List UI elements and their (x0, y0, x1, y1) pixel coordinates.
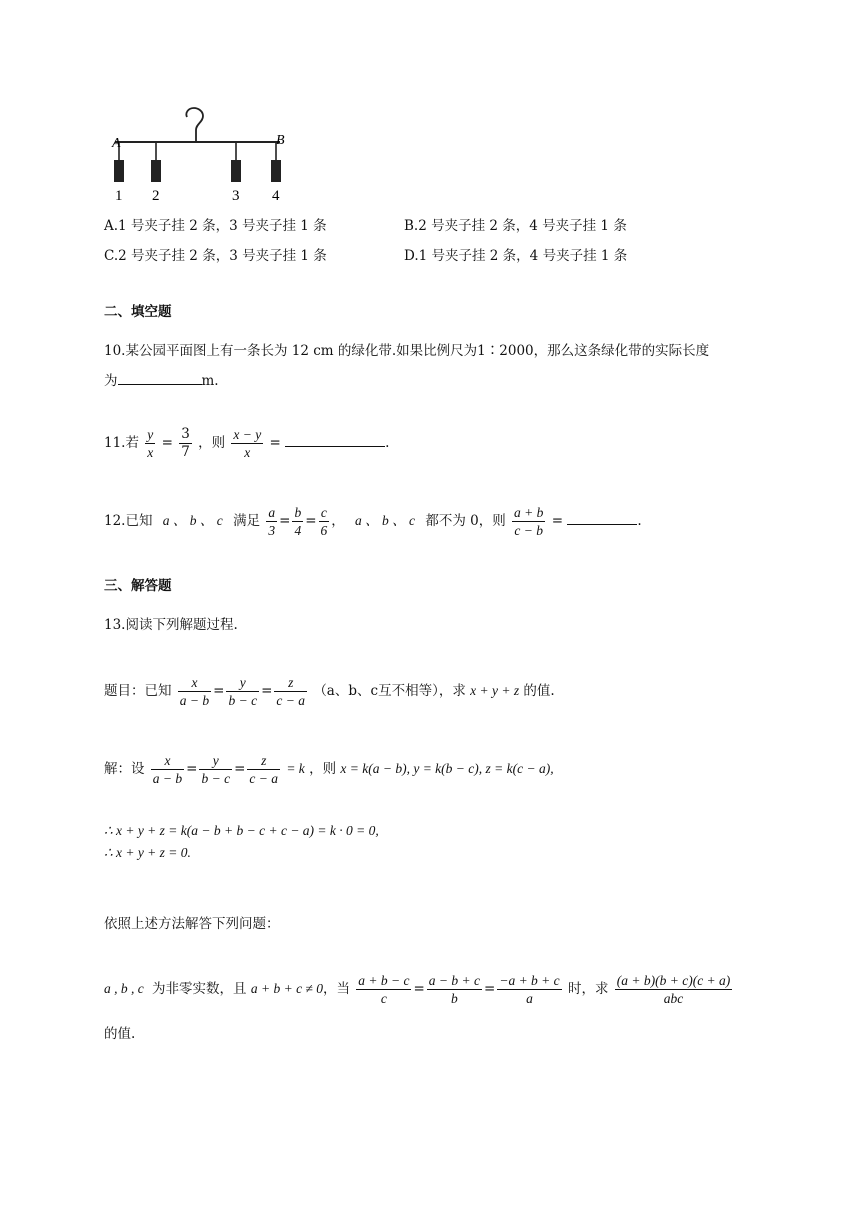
q12-comma: ， (331, 513, 345, 529)
q13-sol-prefix: 解：设 (104, 761, 145, 777)
q12-equals-b: = (305, 513, 317, 529)
q11-frac-xy-x: $\frac{x - y}{x}$ (233, 427, 262, 460)
q13-task-frac-4: $\frac{(a + b)(b + c)(c + a)}{\text{abc}}$ (616, 973, 731, 1006)
q12-vars-1: a 、 b 、 c (162, 513, 223, 528)
q12-frac-a-3: $\frac{a}{3}$ (268, 505, 276, 538)
option-d: D.1 号夹子挂 2 条，4 号夹子挂 1 条 (404, 248, 628, 264)
q11-frac-y-x: $\frac{y}{x}$ (147, 427, 154, 460)
q12-answer-blank[interactable] (567, 510, 637, 525)
q11-end: . (385, 435, 390, 451)
q13-frac-x: $\frac{x}{a - b}$ (179, 675, 210, 708)
q13-sol-eq-1: = (186, 761, 198, 777)
q12-frac-ab-cb: $\frac{a + b}{c - b}$ (514, 505, 544, 538)
section-title-solve: 三、解答题 (104, 578, 172, 593)
q13-task-end: 的值. (104, 1026, 136, 1042)
q13-problem (104, 674, 555, 709)
q13-sol-frac-y: $\frac{y}{b - c}$ (201, 753, 231, 786)
q13-task-eq-2: = (484, 981, 496, 997)
q13-eq-2: = (261, 683, 273, 699)
q13-solution (104, 752, 554, 787)
q13-task-frac-3: $\frac{-a + b + c}{a}$ (499, 973, 560, 1006)
clip-3 (231, 160, 241, 182)
q12-mid1: 满足 (233, 513, 261, 529)
q13-task-text1: 为非零实数，且 (152, 981, 247, 997)
label-b: B (276, 133, 285, 148)
option-a: A.1 号夹子挂 2 条，3 号夹子挂 1 条 (104, 218, 327, 234)
q11-equals-1: = (161, 435, 173, 451)
q13-intro: 13.阅读下列解题过程. (104, 617, 238, 633)
q13-sol-expr: x = k(a − b), y = k(b − c), z = k(c − a), (340, 761, 554, 776)
q13-frac-y: $\frac{y}{b - c}$ (228, 675, 258, 708)
hanger-figure (100, 100, 300, 205)
q13-frac-z: $\frac{z}{c - a}$ (276, 675, 306, 708)
q10-line2 (104, 369, 219, 393)
q11-mid: ，则 (198, 435, 226, 451)
q11-prefix: 11.若 (104, 435, 139, 451)
q13-problem-cond: （a、b、c互不相等），求 (313, 683, 466, 699)
q12-vars-2: a 、 b 、 c (355, 513, 416, 528)
q13-task-eq-1: = (413, 981, 425, 997)
q10-prefix: 为 (104, 373, 118, 389)
q13-sol-k: = k (286, 761, 305, 776)
q10-answer-blank[interactable] (118, 370, 202, 385)
q13-task-frac-1: $\frac{a + b - c}{c}$ (358, 973, 410, 1006)
option-b: B.2 号夹子挂 2 条，4 号夹子挂 1 条 (404, 218, 627, 234)
section-title-fill-blank: 二、填空题 (104, 304, 172, 319)
label-a: A (112, 136, 121, 151)
q13-problem-end: 的值. (523, 683, 555, 699)
q11-frac-3-7: $\frac{3}{7}$ (181, 426, 190, 460)
q10-line1: 10.某公园平面图上有一条长为 12 cm 的绿化带.如果比例尺为1∶2000，那么这条绿化带的实际长度 (104, 343, 710, 359)
q12-prefix: 12.已知 (104, 513, 153, 529)
q13-derivation-2: ∴ x + y + z = 0. (104, 845, 191, 860)
q13-task-cond: a + b + c ≠ 0 (250, 981, 323, 996)
q13-sol-frac-z: $\frac{z}{c - a}$ (249, 753, 279, 786)
q11-equals-2: = (269, 435, 281, 451)
q12-frac-c-6: $\frac{c}{6}$ (320, 505, 328, 538)
q13-problem-prefix: 题目：已知 (104, 683, 172, 699)
q12-end: . (637, 513, 642, 529)
clip-2 (151, 160, 161, 182)
q11 (104, 426, 389, 461)
q13-task-frac-2: $\frac{a - b + c}{b}$ (428, 973, 481, 1006)
clip-label-2: 2 (152, 188, 160, 204)
q13-problem-expr: x + y + z (470, 683, 520, 698)
q12-mid2: 都不为 0，则 (425, 513, 506, 529)
option-c: C.2 号夹子挂 2 条，3 号夹子挂 1 条 (104, 248, 327, 264)
q12 (104, 504, 642, 539)
clip-label-1: 1 (115, 188, 123, 204)
q13-sol-mid: ，则 (309, 761, 337, 777)
q12-equals-a: = (279, 513, 291, 529)
q13-task-text2: ，当 (322, 981, 350, 997)
q12-frac-b-4: $\frac{b}{4}$ (294, 505, 302, 538)
q13-sol-frac-x: $\frac{x}{a - b}$ (152, 753, 183, 786)
clip-1 (114, 160, 124, 182)
q13-derivation-1: ∴ x + y + z = k(a − b + b − c + c − a) = k · 0 = 0, (104, 823, 379, 838)
q12-equals-2: = (551, 513, 564, 529)
q13-follow: 依照上述方法解答下列问题： (104, 916, 280, 932)
q10-suffix: m. (201, 373, 219, 389)
q13-task-text3: 时，求 (567, 981, 609, 997)
clip-label-4: 4 (272, 188, 280, 204)
clip-4 (271, 160, 281, 182)
q13-task (104, 972, 734, 1007)
q13-sol-eq-2: = (234, 761, 246, 777)
q11-answer-blank[interactable] (285, 432, 385, 447)
q13-task-vars: a , b , c (104, 981, 144, 996)
clip-label-3: 3 (232, 188, 240, 204)
q13-eq-1: = (213, 683, 225, 699)
hanger-hook (186, 108, 203, 142)
